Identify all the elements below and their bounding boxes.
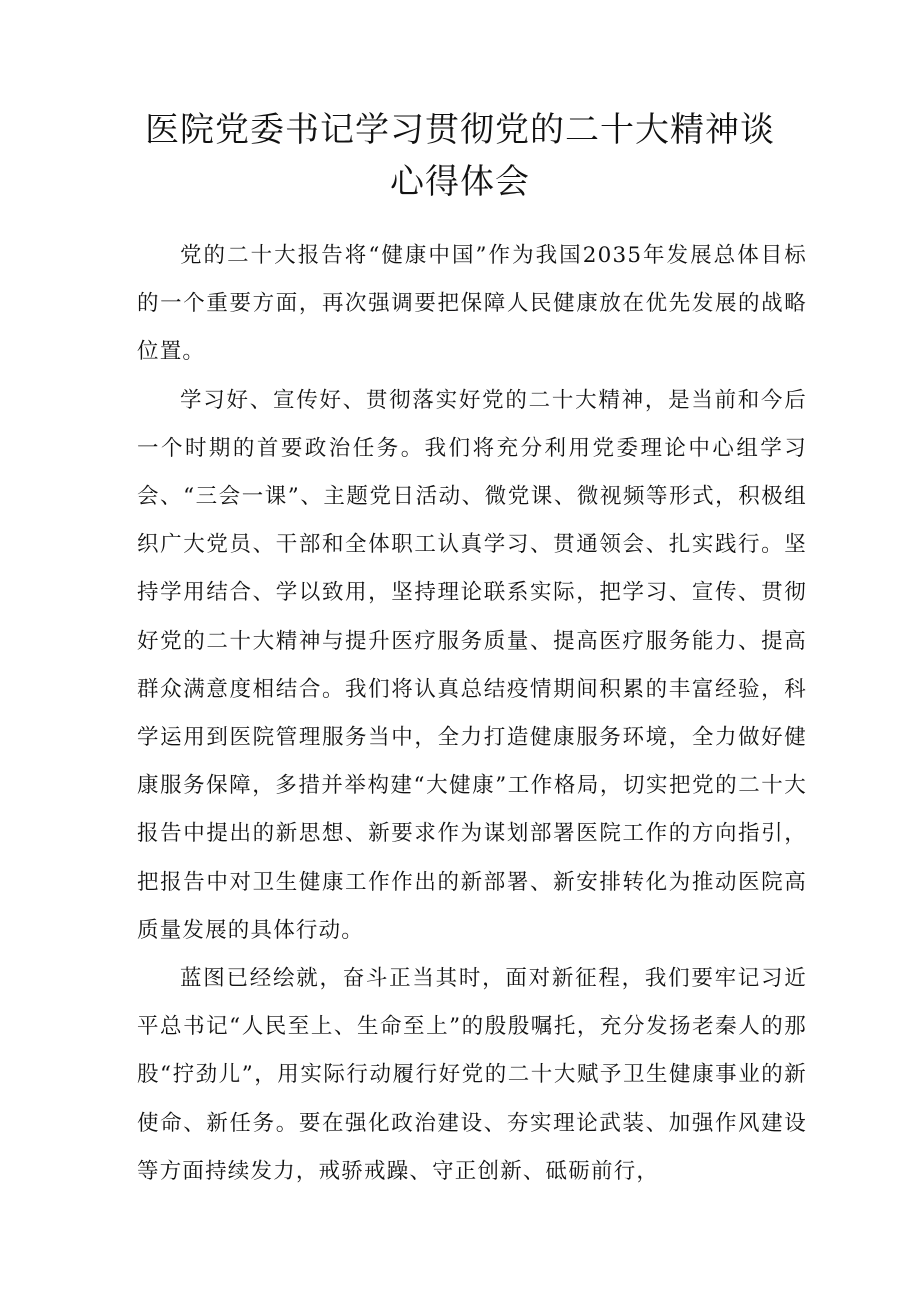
- title-line-2: 心得体会: [390, 162, 530, 202]
- document-body: [137, 232, 807, 1196]
- document-title: [100, 104, 820, 208]
- title-line-1: 医院党委书记学习贯彻党的二十大精神谈: [145, 110, 775, 150]
- paragraph-3: 蓝图已经绘就，奋斗正当其时，面对新征程，我们要牢记习近平总书记“人民至上、生命至上”的殷殷嘱托，充分发扬老秦人的那股“拧劲儿”，用实际行动履行好党的二十大赋予卫生健康事业的新使命、新任务。要在强化政治建设、夯实理论武装、加强作风建设等方面持续发力，戒骄戒躁、守正创新、砥砺前行，: [137, 966, 807, 1184]
- paragraph-1: 党的二十大报告将“健康中国”作为我国2035年发展总体目标的一个重要方面，再次强调要把保障人民健康放在优先发展的战略位置。: [137, 243, 807, 365]
- paragraph-2: 学习好、宣传好、贯彻落实好党的二十大精神，是当前和今后一个时期的首要政治任务。我们将充分利用党委理论中心组学习会、“三会一课”、主题党日活动、微党课、微视频等形式，积极组织广大党员、干部和全体职工认真学习、贯通领会、扎实践行。坚持学用结合、学以致用，坚持理论联系实际，把学习、宣传、贯彻好党的二十大精神与提升医疗服务质量、提高医疗服务能力、提高群众满意度相结合。我们将认真总结疫情期间积累的丰富经验，科学运用到医院管理服务当中，全力打造健康服务环境，全力做好健康服务保障，多措并举构建“大健康”工作格局，切实把党的二十大报告中提出的新思想、新要求作为谋划部署医院工作的方向指引，把报告中对卫生健康工作作出的新部署、新安排转化为推动医院高质量发展的具体行动。: [137, 387, 807, 943]
